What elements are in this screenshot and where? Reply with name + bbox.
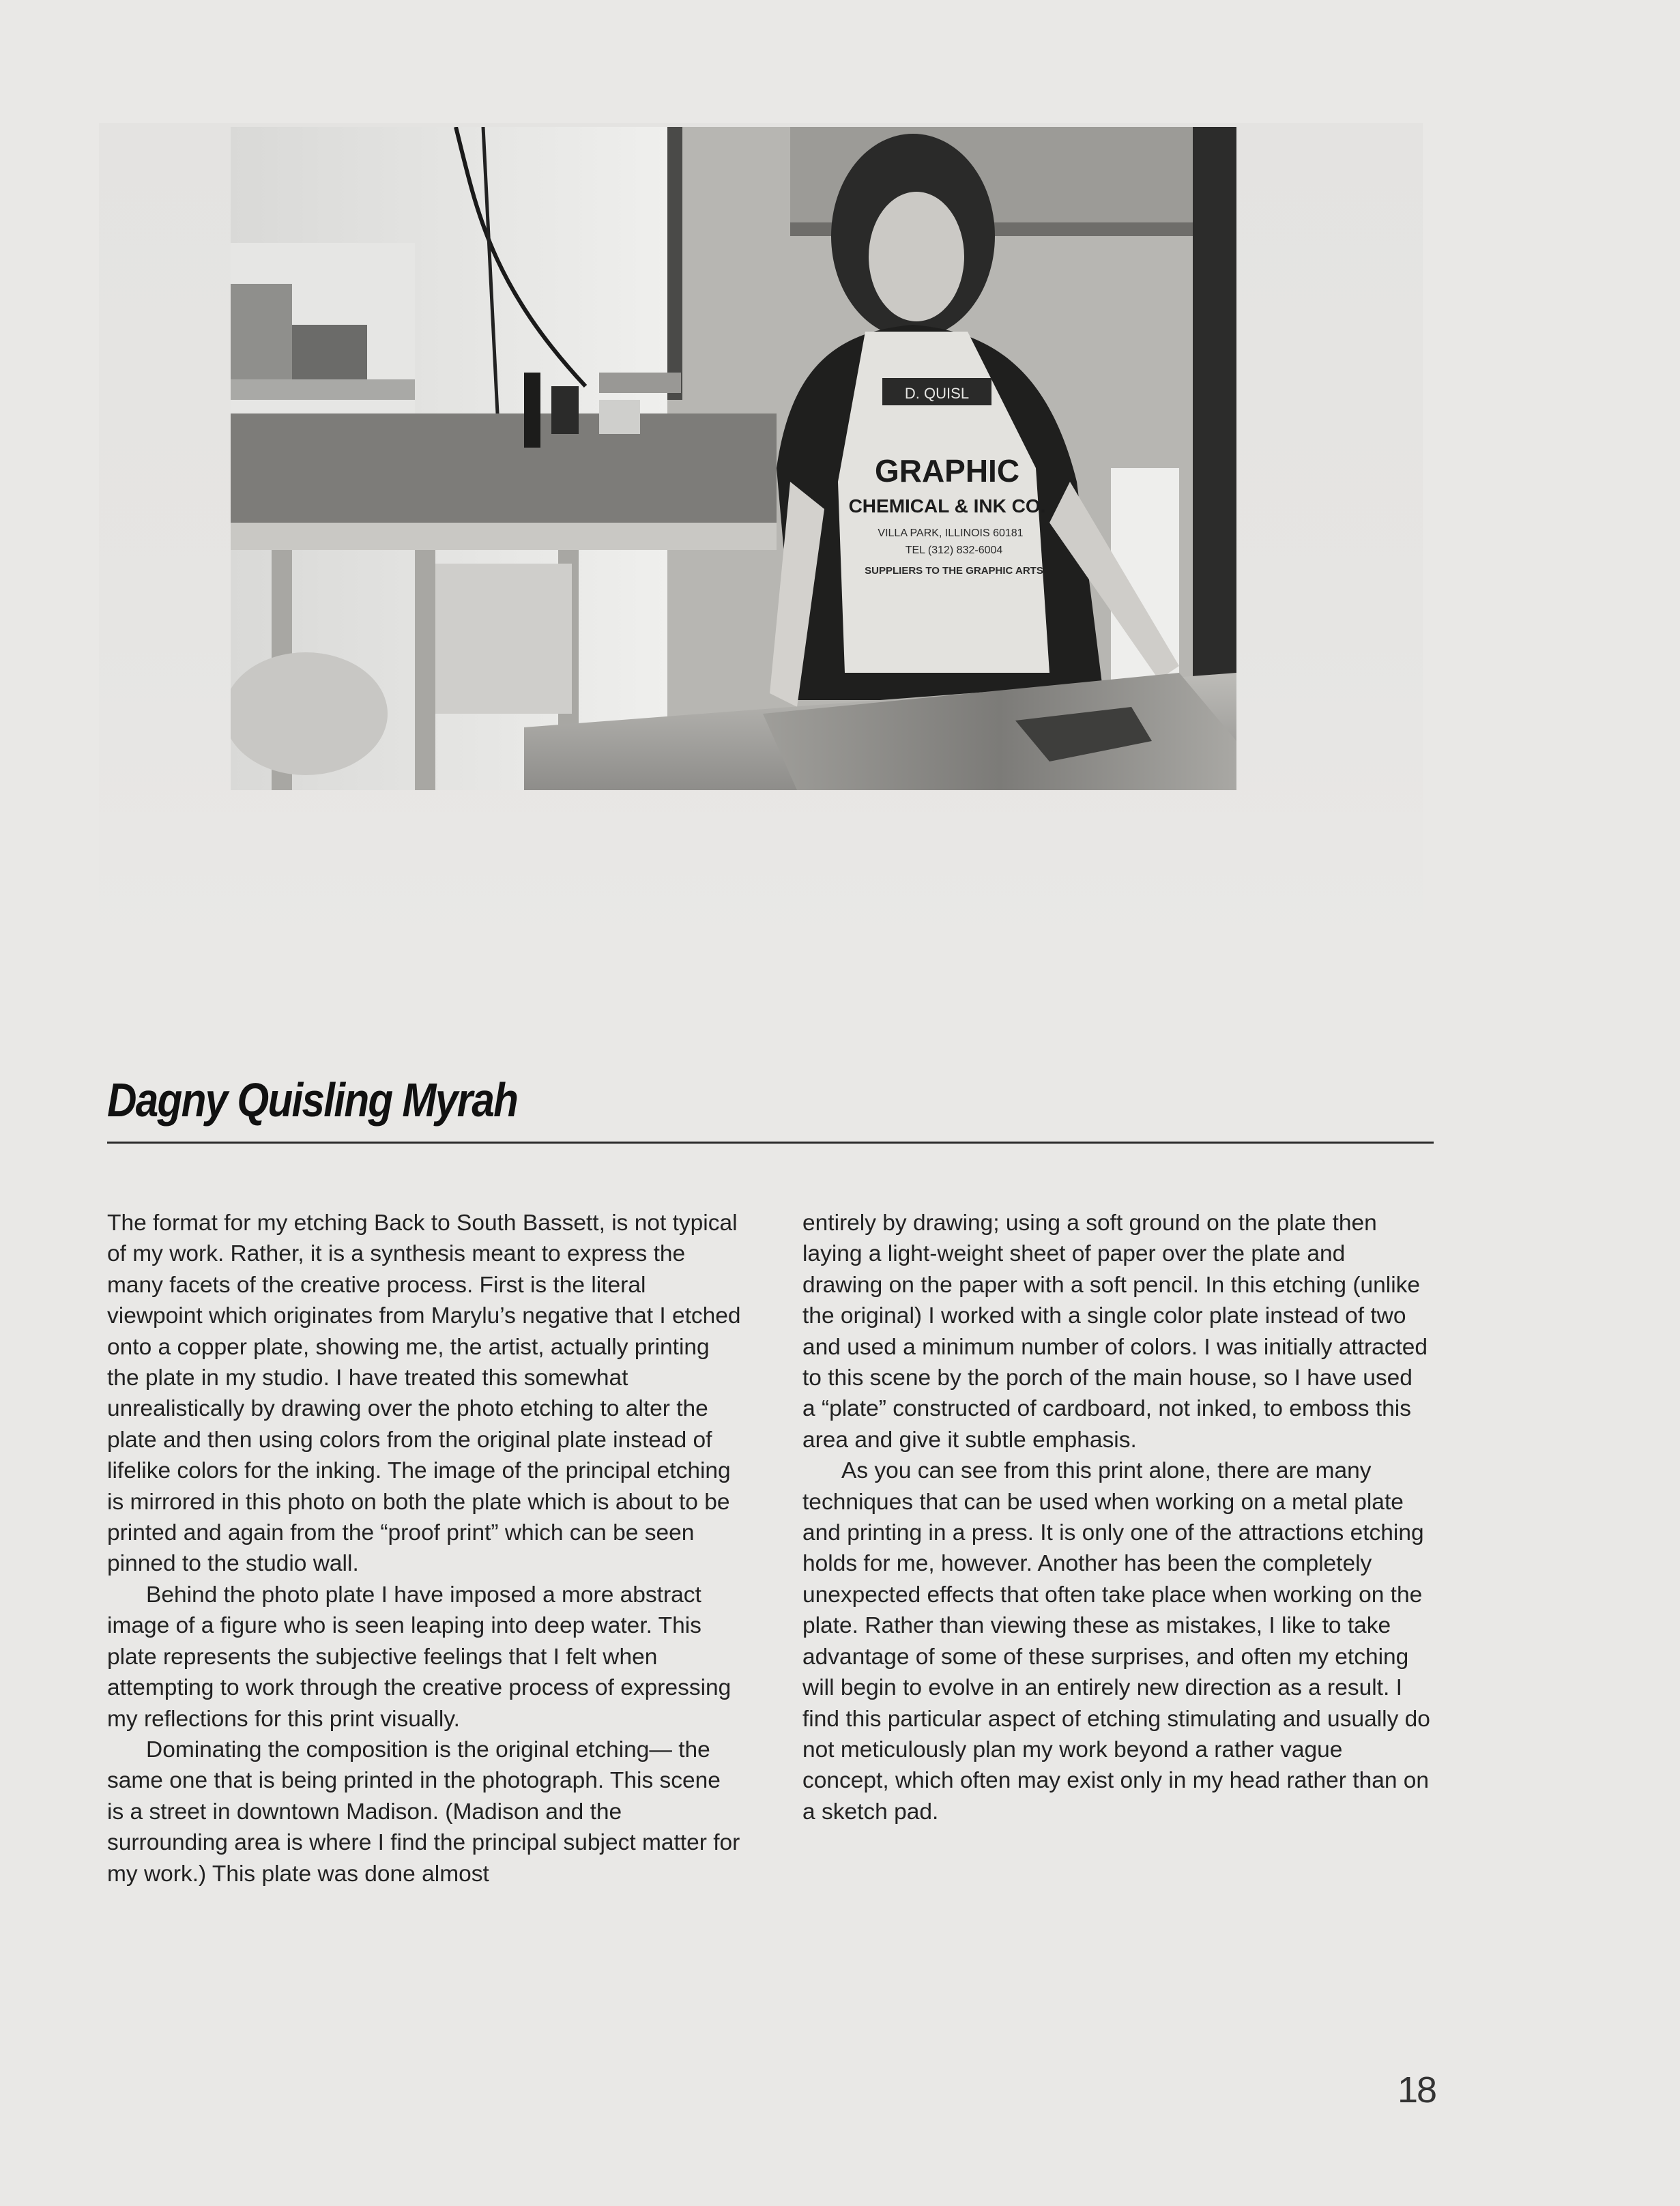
heading-rule bbox=[107, 1142, 1434, 1144]
right-text-column bbox=[802, 1208, 1430, 1827]
artist-name-heading: Dagny Quisling Myrah bbox=[107, 1073, 518, 1127]
studio-photograph bbox=[231, 127, 1236, 790]
page-number: 18 bbox=[1397, 2070, 1436, 2110]
apron-address: VILLA PARK, ILLINOIS 60181 bbox=[878, 527, 1024, 539]
apron-name-tag: D. QUISL bbox=[904, 385, 970, 402]
paragraph: The format for my etching Back to South Bassett, is not typical of my work. Rather, it is a synthesis meant to express the many facets of the creative process. First is the literal viewpoint which originates from Marylu’s negative that I etched onto a copper plate, showing me, the artist, actually printing the plate in my studio. I have treated this somewhat unrealistically by drawing over the photo etching to alter the plate and then using colors from the original plate instead of lifelike colors for the inking. The image of the principal etching is mirrored in this photo on both the plate which is about to be printed and again from the “proof print” which can be seen pinned to the studio wall. bbox=[107, 1210, 741, 1577]
apron-phone: TEL (312) 832-6004 bbox=[905, 545, 1003, 556]
paragraph: Behind the photo plate I have imposed a more abstract image of a figure who is seen leaping into deep water. This plate represents the subjective feelings that I felt when attempting to work through the creative process of expressing my reflections for this print visually. bbox=[107, 1582, 732, 1732]
apron-brand-line2: CHEMICAL & INK CO. bbox=[848, 495, 1046, 517]
paragraph: As you can see from this print alone, there are many techniques that can be used when working on a metal plate and printing in a press. It is only one of the attractions etching holds for me, however. Another has been the completely unexpected effects that often take place when working on the plate. Rather than viewing these as mistakes, I like to take advantage of some of these surprises, and often my etching will begin to evolve in an entirely new direction as a result. I find this particular aspect of etching stimulating and usually do not meticulously plan my work beyond a rather vague concept, which often may exist only in my head rather than on a sketch pad. bbox=[802, 1458, 1430, 1825]
photo-illustration bbox=[231, 127, 1236, 790]
paragraph: Dominating the composition is the original etching— the same one that is being printed in the photograph. This scene is a street in downtown Madison. (Madison and the surrounding area is where I find the principal subject matter for my work.) This plate was done almost bbox=[107, 1737, 740, 1887]
apron-brand-line1: GRAPHIC bbox=[874, 453, 1020, 489]
left-text-column bbox=[107, 1208, 742, 1889]
paragraph: entirely by drawing; using a soft ground on the plate then laying a light-weight sheet of paper over the plate and drawing on the paper with a soft pencil. In this etching (unlike the original) I worked with a single color plate instead of two and used a minimum number of colors. I was initially attracted to this scene by the porch of the main house, so I have used a “plate” constructed of cardboard, not inked, to emboss this area and give it subtle emphasis. bbox=[802, 1210, 1428, 1453]
apron-tagline: SUPPLIERS TO THE GRAPHIC ARTS bbox=[865, 565, 1043, 577]
